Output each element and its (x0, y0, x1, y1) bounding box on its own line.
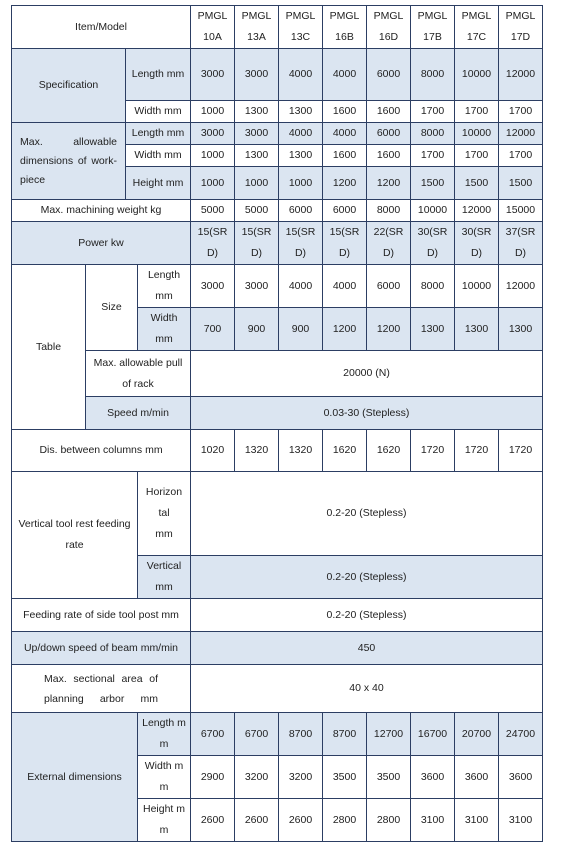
table-cell: 30(SR D) (411, 222, 455, 265)
external-width-label: Width m m (138, 756, 191, 799)
table-cell: 1000 (191, 101, 235, 123)
table-cell: 1720 (411, 430, 455, 472)
machining-weight-row (12, 200, 543, 222)
table-cell: 3100 (411, 799, 455, 842)
header-row (12, 6, 543, 49)
table-cell: 1600 (367, 145, 411, 167)
table-pull-value: 20000 (N) (191, 351, 543, 397)
table-cell: 24700 (499, 713, 543, 756)
table-cell: 8000 (411, 123, 455, 145)
table-cell: 1720 (455, 430, 499, 472)
table-cell: 1700 (455, 145, 499, 167)
beam-speed-row (12, 632, 543, 665)
table-cell: 5000 (235, 200, 279, 222)
table-cell: 3600 (499, 756, 543, 799)
table-speed-value: 0.03-30 (Stepless) (191, 397, 543, 430)
table-cell: 1700 (499, 101, 543, 123)
table-cell: 2600 (191, 799, 235, 842)
table-cell: 3100 (455, 799, 499, 842)
max-dimensions-label (12, 123, 126, 200)
table-cell: 1200 (367, 167, 411, 200)
table-cell: 4000 (323, 123, 367, 145)
table-cell: 1000 (191, 145, 235, 167)
table-cell: 22(SR D) (367, 222, 411, 265)
table-cell: 6700 (235, 713, 279, 756)
max-width-label: Width mm (126, 145, 191, 167)
table-cell: 3000 (235, 265, 279, 308)
table-cell: 12000 (499, 49, 543, 101)
table-length-row (12, 265, 543, 308)
table-cell: 8700 (279, 713, 323, 756)
external-length-label: Length m m (138, 713, 191, 756)
table-cell: 15000 (499, 200, 543, 222)
table-cell: 6000 (279, 200, 323, 222)
table-cell: 8000 (367, 200, 411, 222)
table-cell: 1700 (455, 101, 499, 123)
table-cell: 10000 (455, 123, 499, 145)
table-cell: 1700 (411, 145, 455, 167)
table-cell: 3000 (235, 123, 279, 145)
table-cell: 2900 (191, 756, 235, 799)
table-cell: 900 (235, 308, 279, 351)
table-cell: 1200 (323, 308, 367, 351)
table-cell: 2600 (279, 799, 323, 842)
table-cell: 12700 (367, 713, 411, 756)
table-cell: 15(SR D) (235, 222, 279, 265)
table-cell: 16700 (411, 713, 455, 756)
table-cell: 1320 (235, 430, 279, 472)
table-cell: 1300 (235, 145, 279, 167)
table-cell: 1620 (367, 430, 411, 472)
table-cell: 1020 (191, 430, 235, 472)
spec-width-label: Width mm (126, 101, 191, 123)
table-cell: 3000 (191, 49, 235, 101)
table-cell: 3600 (411, 756, 455, 799)
planning-arbor-label (12, 665, 191, 713)
table-cell: 1600 (323, 101, 367, 123)
table-cell: 1000 (191, 167, 235, 200)
table-cell: 3000 (191, 123, 235, 145)
vertical-feed-horizontal-value: 0.2-20 (Stepless) (191, 472, 543, 556)
planning-arbor-value: 40 x 40 (191, 665, 543, 713)
table-label: Table (12, 265, 86, 430)
table-cell: 4000 (279, 49, 323, 101)
table-cell: 8700 (323, 713, 367, 756)
table-cell: 1500 (499, 167, 543, 200)
table-cell: 1700 (499, 145, 543, 167)
table-cell: 2600 (235, 799, 279, 842)
table-cell: 6000 (323, 200, 367, 222)
table-cell: 1320 (279, 430, 323, 472)
table-size-label: Size (86, 265, 138, 351)
table-cell: 1600 (367, 101, 411, 123)
table-cell: 1000 (235, 167, 279, 200)
table-cell: 12000 (499, 123, 543, 145)
table-cell: 3200 (279, 756, 323, 799)
table-cell: 10000 (411, 200, 455, 222)
table-cell: 4000 (279, 123, 323, 145)
table-cell: 15(SR D) (323, 222, 367, 265)
table-cell: 1200 (367, 308, 411, 351)
model-header: PMGL 17B (411, 6, 455, 49)
external-length-row (12, 713, 543, 756)
vertical-feed-horizontal-label: Horizon tal mm (138, 472, 191, 556)
power-row (12, 222, 543, 265)
table-cell: 3600 (455, 756, 499, 799)
planning-arbor-row (12, 665, 543, 713)
table-cell: 3000 (191, 265, 235, 308)
table-cell: 3500 (323, 756, 367, 799)
table-cell: 5000 (191, 200, 235, 222)
table-cell: 1500 (455, 167, 499, 200)
vertical-feed-horizontal-row (12, 472, 543, 556)
table-cell: 2800 (323, 799, 367, 842)
table-cell: 8000 (411, 49, 455, 101)
table-length-label: Length mm (138, 265, 191, 308)
model-header: PMGL 13A (235, 6, 279, 49)
specification-table (11, 5, 543, 842)
table-cell: 1000 (279, 167, 323, 200)
vertical-feed-label: Vertical tool rest feeding rate (12, 472, 138, 599)
table-cell: 3200 (235, 756, 279, 799)
model-header: PMGL 17D (499, 6, 543, 49)
external-height-label: Height m m (138, 799, 191, 842)
table-cell: 6700 (191, 713, 235, 756)
table-cell: 12000 (455, 200, 499, 222)
table-cell: 1720 (499, 430, 543, 472)
table-cell: 10000 (455, 265, 499, 308)
table-cell: 1300 (235, 101, 279, 123)
table-cell: 30(SR D) (455, 222, 499, 265)
table-speed-row (12, 397, 543, 430)
table-cell: 4000 (323, 265, 367, 308)
table-cell: 1300 (411, 308, 455, 351)
model-header: PMGL 17C (455, 6, 499, 49)
table-cell: 15(SR D) (279, 222, 323, 265)
table-cell: 1200 (323, 167, 367, 200)
model-header: PMGL 16D (367, 6, 411, 49)
table-cell: 4000 (279, 265, 323, 308)
power-label: Power kw (12, 222, 191, 265)
columns-distance-label: Dis. between columns mm (12, 430, 191, 472)
table-cell: 1300 (279, 101, 323, 123)
table-cell: 37(SR D) (499, 222, 543, 265)
table-cell: 1600 (323, 145, 367, 167)
table-cell: 1300 (499, 308, 543, 351)
planning-arbor-text: Max. sectional area of planning arbor mm (44, 672, 158, 705)
max-height-label: Height mm (126, 167, 191, 200)
max-dimensions-text: Max. allowable dimensions of work-piece (20, 135, 117, 186)
model-header: PMGL 10A (191, 6, 235, 49)
table-cell: 12000 (499, 265, 543, 308)
table-width-label: Width mm (138, 308, 191, 351)
side-feed-label: Feeding rate of side tool post mm (12, 599, 191, 632)
side-feed-row (12, 599, 543, 632)
machining-weight-label: Max. machining weight kg (12, 200, 191, 222)
table-cell: 6000 (367, 123, 411, 145)
table-cell: 15(SR D) (191, 222, 235, 265)
table-cell: 6000 (367, 265, 411, 308)
table-cell: 6000 (367, 49, 411, 101)
vertical-feed-vertical-label: Vertical mm (138, 556, 191, 599)
model-header: PMGL 13C (279, 6, 323, 49)
table-cell: 4000 (323, 49, 367, 101)
spec-length-row (12, 49, 543, 101)
spec-length-label: Length mm (126, 49, 191, 101)
max-length-row (12, 123, 543, 145)
columns-distance-row (12, 430, 543, 472)
table-cell: 1300 (279, 145, 323, 167)
table-cell: 700 (191, 308, 235, 351)
table-cell: 3500 (367, 756, 411, 799)
table-cell: 900 (279, 308, 323, 351)
table-cell: 8000 (411, 265, 455, 308)
model-header: PMGL 16B (323, 6, 367, 49)
table-pull-label: Max. allowable pull of rack (86, 351, 191, 397)
vertical-feed-vertical-value: 0.2-20 (Stepless) (191, 556, 543, 599)
table-cell: 2800 (367, 799, 411, 842)
item-model-header: Item/Model (12, 6, 191, 49)
external-label: External dimensions (12, 713, 138, 842)
table-cell: 10000 (455, 49, 499, 101)
table-cell: 1700 (411, 101, 455, 123)
table-cell: 3100 (499, 799, 543, 842)
table-cell: 1300 (455, 308, 499, 351)
table-cell: 1620 (323, 430, 367, 472)
table-cell: 1500 (411, 167, 455, 200)
table-pull-row (12, 351, 543, 397)
max-length-label: Length mm (126, 123, 191, 145)
table-cell: 3000 (235, 49, 279, 101)
table-cell: 20700 (455, 713, 499, 756)
table-speed-label: Speed m/min (86, 397, 191, 430)
beam-speed-label: Up/down speed of beam mm/min (12, 632, 191, 665)
beam-speed-value: 450 (191, 632, 543, 665)
side-feed-value: 0.2-20 (Stepless) (191, 599, 543, 632)
specification-label: Specification (12, 49, 126, 123)
